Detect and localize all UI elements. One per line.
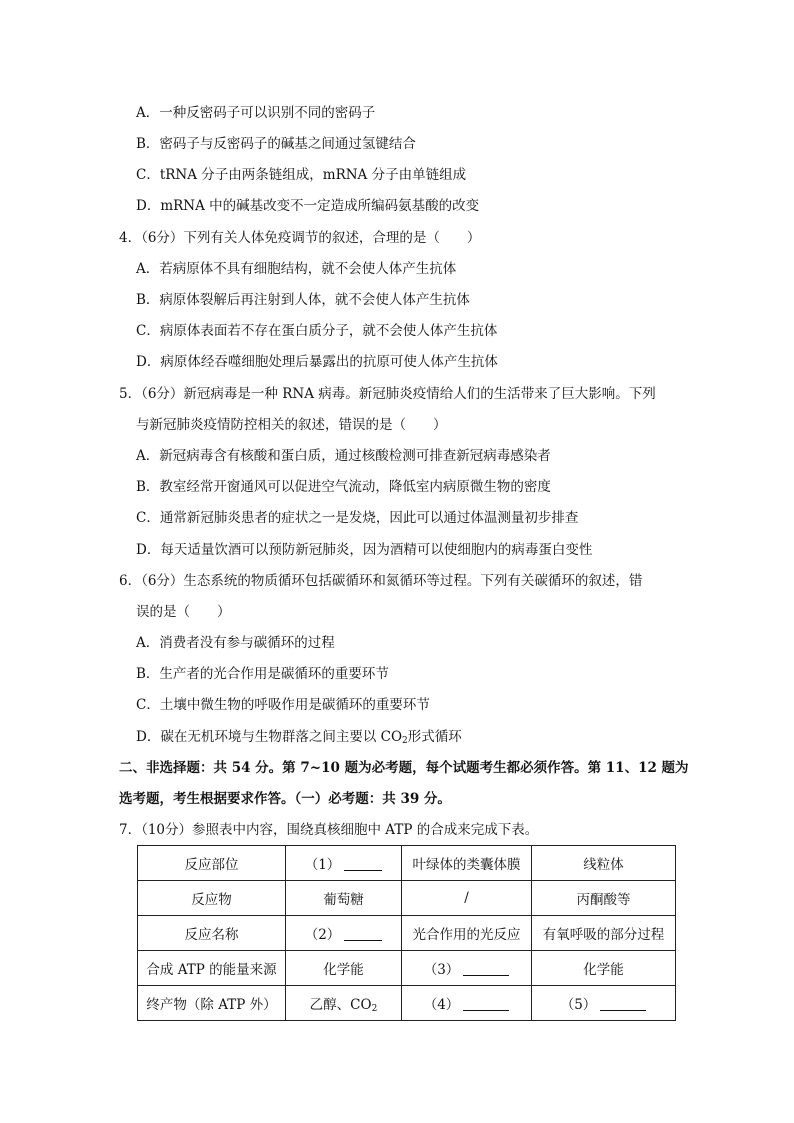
blank-label: （4）	[423, 997, 460, 1013]
q3-option-a: A．一种反密码子可以识别不同的密码子	[136, 105, 376, 121]
table-cell: 线粒体	[532, 846, 676, 881]
table-cell	[402, 986, 532, 1021]
q6-stem-line2: 误的是（ ）	[136, 604, 231, 620]
co2-subscript: 2	[371, 1004, 378, 1014]
table-cell: 有氧呼吸的部分过程	[532, 916, 676, 951]
q4-option-c: C．病原体表面若不存在蛋白质分子，就不会使人体产生抗体	[136, 323, 498, 339]
table-cell	[402, 951, 532, 986]
q6-option-a: A．消费者没有参与碳循环的过程	[136, 635, 335, 651]
q4-option-d: D．病原体经吞噬细胞处理后暴露出的抗原可使人体产生抗体	[136, 354, 498, 370]
table-cell: 化学能	[532, 951, 676, 986]
q4-option-a: A．若病原体不具有细胞结构，就不会使人体产生抗体	[136, 261, 457, 277]
table-row	[138, 986, 676, 1021]
table-row	[138, 951, 676, 986]
blank-label: （2）	[304, 927, 341, 943]
answer-blank-4[interactable]	[463, 998, 509, 1011]
table-cell: 叶绿体的类囊体膜	[402, 846, 532, 881]
q6-stem-line1: 6．（6分）生态系统的物质循环包括碳循环和氮循环等过程。下列有关碳循环的叙述，错	[119, 573, 643, 589]
table-row-header: 反应部位	[138, 846, 286, 881]
section2-heading-line1: 二、非选择题：共 54 分。第 7~10 题为必考题，每个试题考生都必须作答。第 11、12 题为	[119, 760, 689, 776]
q6-option-c: C．土壤中微生物的呼吸作用是碳循环的重要环节	[136, 697, 430, 713]
atp-table	[137, 845, 676, 1021]
q3-option-d: D．mRNA 中的碱基改变不一定造成所编码氨基酸的改变	[136, 198, 480, 214]
q3-option-b: B．密码子与反密码子的碱基之间通过氢键结合	[136, 136, 416, 152]
q7-stem: 7．（10分）参照表中内容，围绕真核细胞中 ATP 的合成来完成下表。	[119, 822, 539, 838]
answer-blank-3[interactable]	[463, 963, 509, 976]
table-row	[138, 846, 676, 881]
answer-blank-5[interactable]	[600, 998, 646, 1011]
table-cell	[532, 986, 676, 1021]
table-row-header: 反应名称	[138, 916, 286, 951]
q6-option-d-suffix: 形式循环	[407, 729, 462, 745]
answer-blank-2[interactable]	[344, 928, 382, 941]
q3-option-c: C．tRNA 分子由两条链组成，mRNA 分子由单链组成	[136, 167, 467, 183]
ethanol-co2-text: 乙醇、CO	[309, 997, 372, 1013]
table-cell	[286, 916, 402, 951]
q5-option-a: A．新冠病毒含有核酸和蛋白质，通过核酸检测可排查新冠病毒感染者	[136, 448, 551, 464]
table-cell	[286, 846, 402, 881]
table-cell: /	[402, 881, 532, 916]
q5-stem-line1: 5．（6分）新冠病毒是一种 RNA 病毒。新冠肺炎疫情给人们的生活带来了巨大影响。下列	[119, 386, 656, 402]
table-row-header: 合成 ATP 的能量来源	[138, 951, 286, 986]
table-cell: 丙酮酸等	[532, 881, 676, 916]
q6-option-d	[136, 727, 462, 747]
q6-option-b: B．生产者的光合作用是碳循环的重要环节	[136, 666, 389, 682]
table-cell: 葡萄糖	[286, 881, 402, 916]
table-cell: 光合作用的光反应	[402, 916, 532, 951]
section2-heading-line2: 选考题，考生根据要求作答。（一）必考题：共 39 分。	[119, 791, 451, 807]
q4-stem: 4．（6分）下列有关人体免疫调节的叙述，合理的是（ ）	[119, 230, 481, 246]
table-cell	[286, 986, 402, 1021]
table-row	[138, 916, 676, 951]
q5-stem-line2: 与新冠肺炎疫情防控相关的叙述，错误的是（ ）	[136, 417, 447, 433]
q6-option-d-subscript: 2	[402, 736, 408, 746]
q5-option-d: D．每天适量饮酒可以预防新冠肺炎，因为酒精可以使细胞内的病毒蛋白变性	[136, 542, 593, 558]
q4-option-b: B．病原体裂解后再注射到人体，就不会使人体产生抗体	[136, 292, 470, 308]
table-row-header: 终产物（除 ATP 外）	[138, 986, 286, 1021]
q5-option-b: B．教室经常开窗通风可以促进空气流动，降低室内病原微生物的密度	[136, 479, 551, 495]
q6-option-d-prefix: D．碳在无机环境与生物群落之间主要以 CO	[136, 729, 403, 745]
blank-label: （3）	[423, 962, 460, 978]
q5-option-c: C．通常新冠肺炎患者的症状之一是发烧，因此可以通过体温测量初步排查	[136, 510, 579, 526]
table-cell: 化学能	[286, 951, 402, 986]
blank-label: （1）	[304, 857, 341, 873]
blank-label: （5）	[560, 997, 597, 1013]
table-row-header: 反应物	[138, 881, 286, 916]
answer-blank-1[interactable]	[344, 858, 382, 871]
table-row	[138, 881, 676, 916]
